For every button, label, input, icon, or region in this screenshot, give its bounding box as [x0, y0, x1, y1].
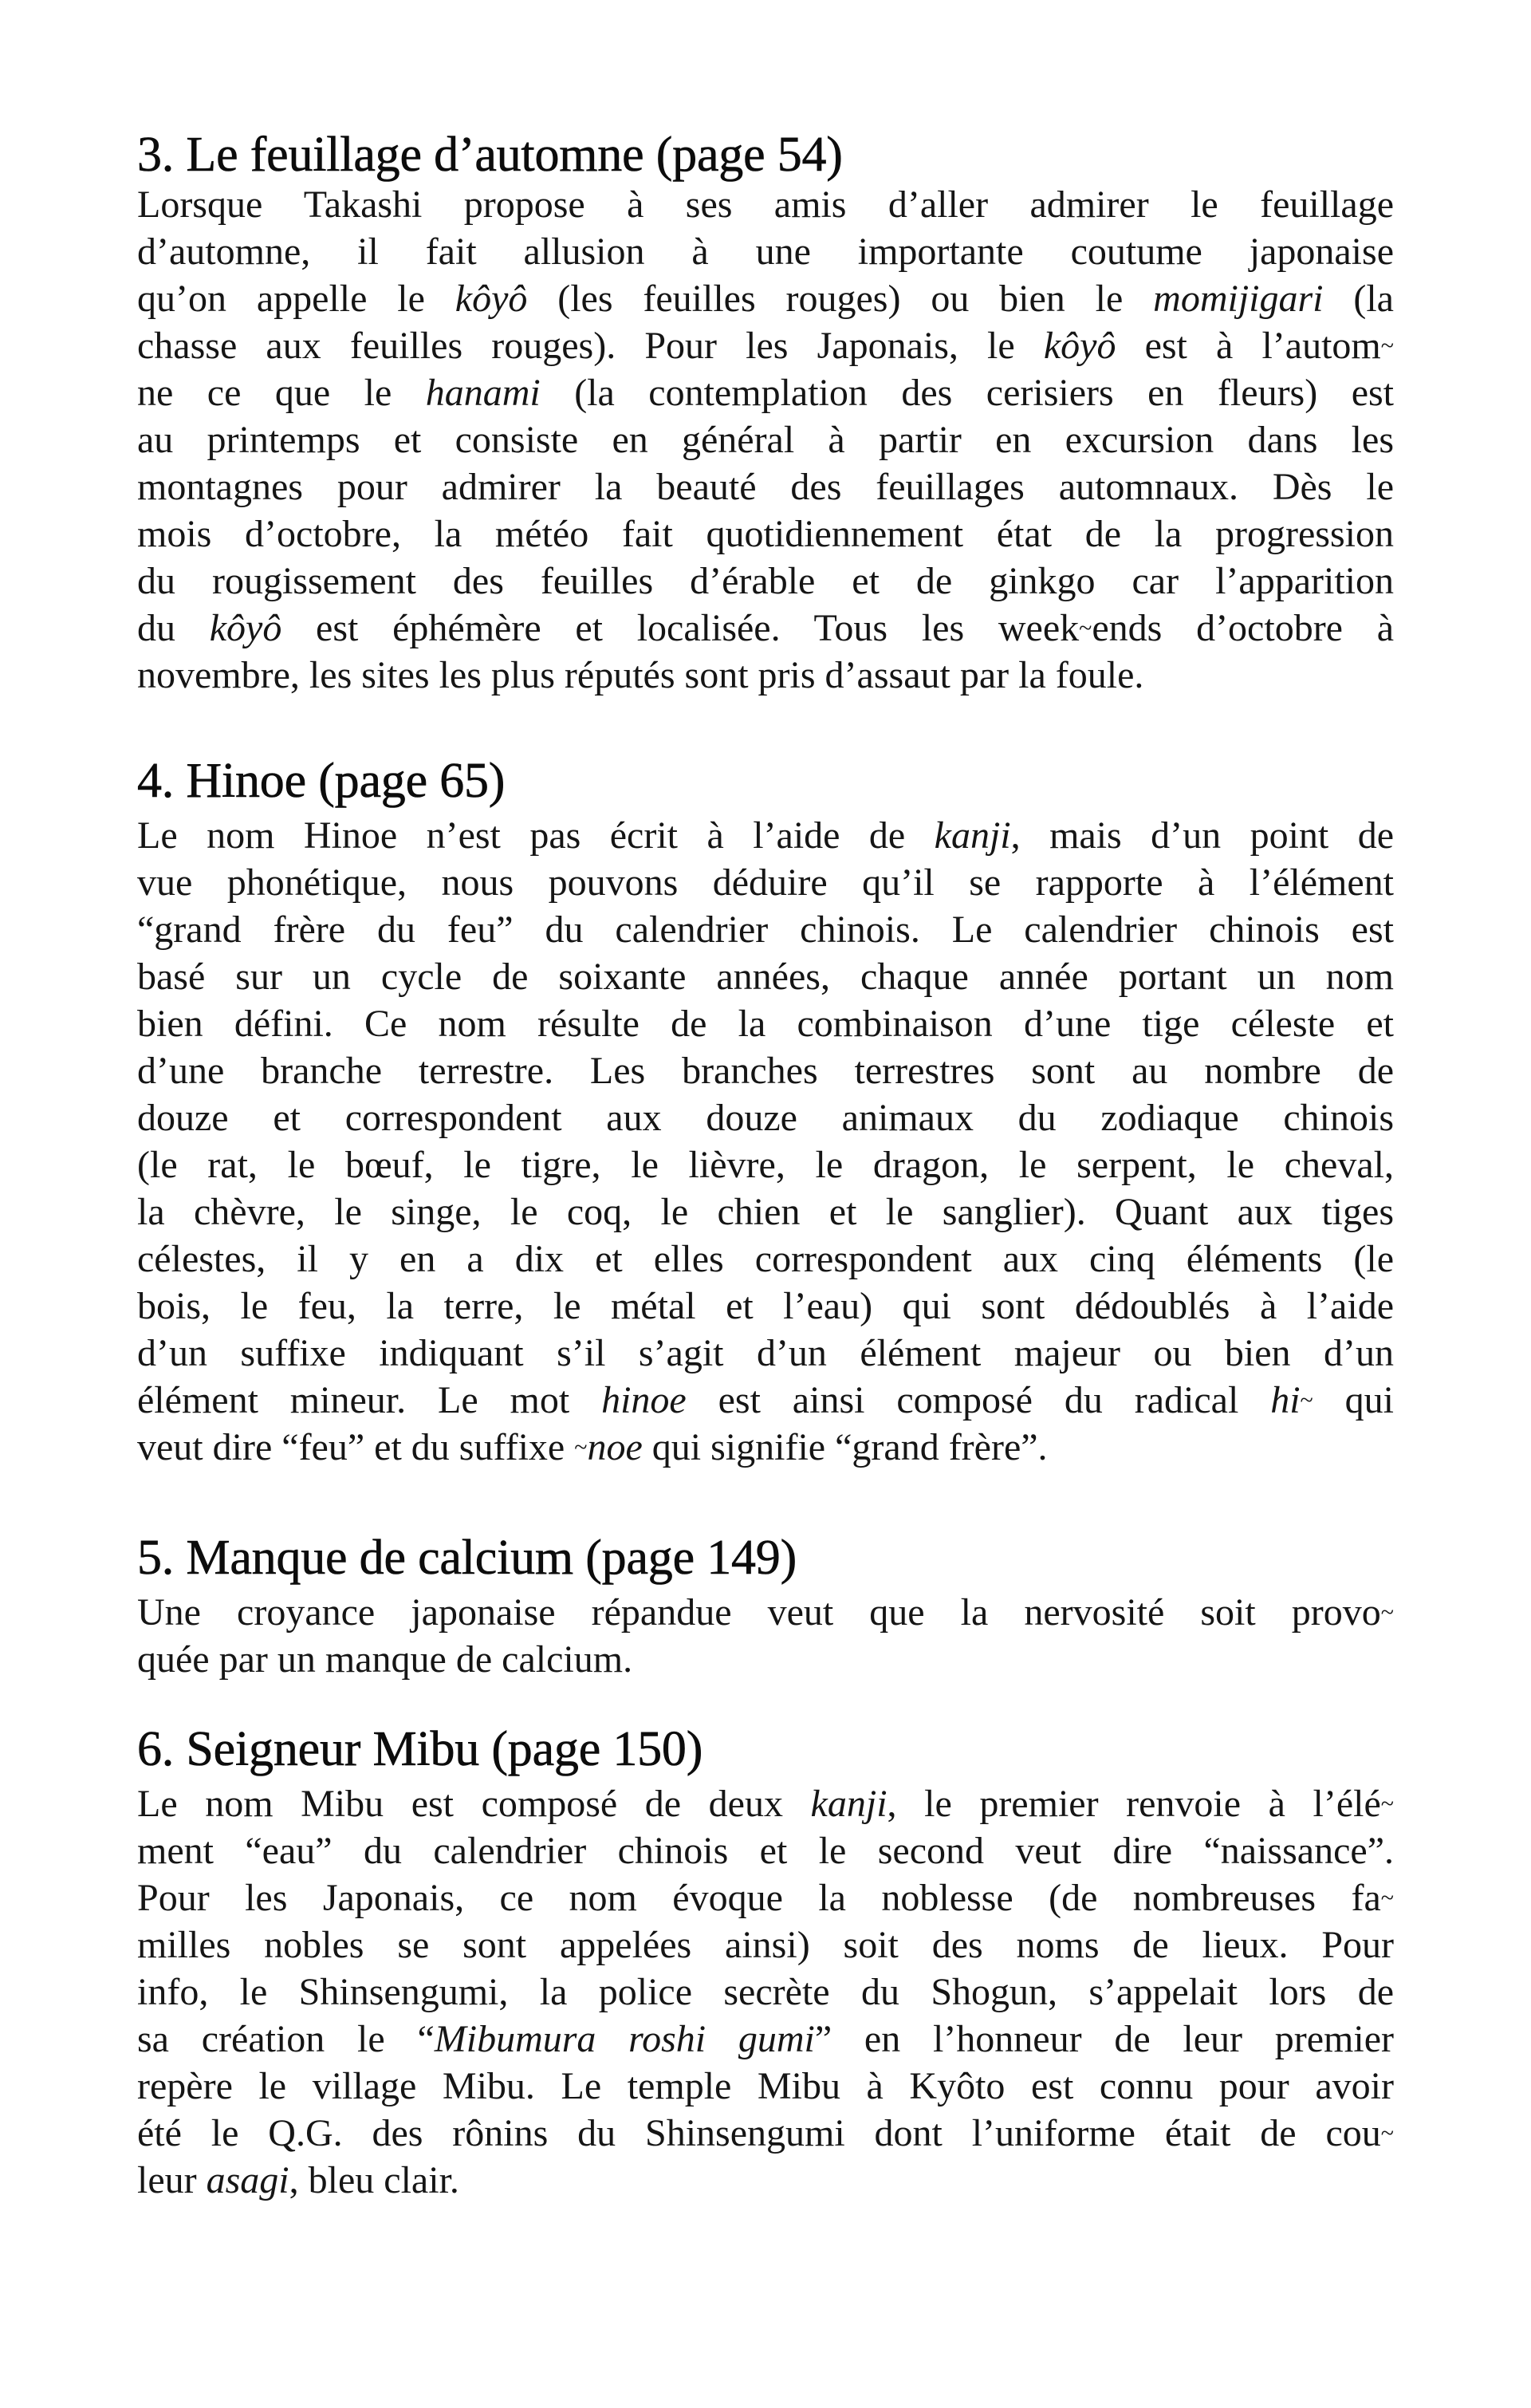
- text-run: leur: [137, 2159, 207, 2201]
- text-run: montagnes pour admirer la beauté des feuillages automnaux. Dès le: [137, 466, 1394, 508]
- text-run: (la contemplation des cerisiers en fleurs) est: [540, 372, 1395, 414]
- text-line: [137, 1236, 1394, 1283]
- text-run: novembre, les sites les plus réputés sont pris d’assaut par la foule.: [137, 654, 1144, 696]
- text-run: (le rat, le bœuf, le tigre, le lièvre, le dragon, le serpent, le cheval,: [137, 1144, 1394, 1186]
- text-line: [137, 1141, 1394, 1188]
- italic-term: kôyô: [209, 607, 282, 649]
- text-line: [137, 1589, 1394, 1636]
- text-run: info, le Shinsengumi, la police secrète du Shogun, s’appelait lors de: [137, 1971, 1394, 2013]
- text-run: d’une branche terrestre. Les branches terrestres sont au nombre de: [137, 1050, 1394, 1092]
- text-line: [137, 1094, 1394, 1141]
- italic-term: kanji: [934, 814, 1011, 857]
- text-run: célestes, il y en a dix et elles correspondent aux cinq éléments (le: [137, 1238, 1394, 1280]
- section-heading: 6. Seigneur Mibu (page 150): [137, 1722, 703, 1776]
- text-run: du rougissement des feuilles d’érable et de ginkgo car l’apparition: [137, 560, 1394, 602]
- text-line: [137, 906, 1394, 953]
- text-run: chasse aux feuilles rouges). Pour les Japonais, le: [137, 325, 1044, 367]
- text-run: bois, le feu, la terre, le métal et l’eau) qui sont dédoublés à l’aide: [137, 1285, 1394, 1327]
- text-run: repère le village Mibu. Le temple Mibu à Kyôto est connu pour avoir: [137, 2065, 1394, 2107]
- text-line: [137, 275, 1394, 322]
- italic-term: kôyô: [455, 278, 528, 320]
- text-run: Pour les Japonais, ce nom évoque la noblesse (de nombreuses fa: [137, 1877, 1381, 1919]
- text-run: bien défini. Ce nom résulte de la combinaison d’une tige céleste et: [137, 1003, 1394, 1045]
- text-run: Le nom Hinoe n’est pas écrit à l’aide de: [137, 814, 935, 857]
- text-run: été le Q.G. des rônins du Shinsengumi dont l’uniforme était de cou: [137, 2112, 1381, 2154]
- text-run: est ainsi composé du radical: [686, 1379, 1271, 1421]
- text-run: (les feuilles rouges) ou bien le: [527, 278, 1154, 320]
- hyphen-mark: ~: [1380, 1885, 1394, 1911]
- text-run: d’un suffixe indiquant s’il s’agit d’un élément majeur ou bien d’un: [137, 1332, 1394, 1374]
- text-run: ment “eau” du calendrier chinois et le second veut dire “naissance”.: [137, 1830, 1394, 1872]
- text-line: [137, 1636, 1394, 1683]
- text-line: [137, 463, 1394, 510]
- text-line: [137, 1921, 1394, 1969]
- text-line: [137, 2157, 1394, 2204]
- text-run: mois d’octobre, la météo fait quotidiennement état de la progression: [137, 513, 1394, 555]
- text-run: quée par un manque de calcium.: [137, 1638, 633, 1681]
- text-run: qu’on appelle le: [137, 278, 455, 320]
- text-run: (la: [1323, 278, 1394, 320]
- section-heading: 4. Hinoe (page 65): [137, 754, 506, 808]
- italic-term: hinoe: [601, 1379, 687, 1421]
- hyphen-mark: ~: [1079, 615, 1092, 641]
- text-run: du: [137, 607, 210, 649]
- text-line: [137, 510, 1394, 558]
- italic-term: kôyô: [1043, 325, 1116, 367]
- text-line: [137, 1047, 1394, 1094]
- italic-term: hi: [1270, 1379, 1301, 1421]
- text-run: ends d’octobre à: [1092, 607, 1395, 649]
- text-line: [137, 1188, 1394, 1236]
- section-heading: 5. Manque de calcium (page 149): [137, 1531, 797, 1585]
- italic-term: noe: [587, 1426, 643, 1468]
- text-line: [137, 1330, 1394, 1377]
- text-run: Une croyance japonaise répandue veut que la nervosité soit provo: [137, 1591, 1381, 1634]
- text-run: est à l’autom: [1116, 325, 1381, 367]
- text-line: [137, 1874, 1394, 1921]
- text-line: [137, 1827, 1394, 1874]
- hyphen-mark: ~: [1300, 1387, 1313, 1413]
- text-line: [137, 953, 1394, 1000]
- section-heading: 3. Le feuillage d’automne (page 54): [137, 128, 843, 182]
- text-run: au printemps et consiste en général à partir en excursion dans les: [137, 419, 1394, 461]
- text-line: [137, 605, 1394, 652]
- text-line: [137, 2016, 1394, 2063]
- text-run: vue phonétique, nous pouvons déduire qu’il se rapporte à l’élément: [137, 861, 1394, 904]
- text-run: Lorsque Takashi propose à ses amis d’aller admirer le feuillage: [137, 183, 1394, 226]
- text-run: d’automne, il fait allusion à une importante coutume japonaise: [137, 231, 1394, 273]
- hyphen-mark: ~: [574, 1434, 588, 1460]
- text-run: , bleu clair.: [289, 2159, 459, 2201]
- text-line: [137, 1283, 1394, 1330]
- hyphen-mark: ~: [1380, 333, 1394, 359]
- hyphen-mark: ~: [1380, 1599, 1394, 1626]
- text-run: ne ce que le: [137, 372, 426, 414]
- text-line: [137, 1780, 1394, 1827]
- italic-term: momijigari: [1153, 278, 1324, 320]
- text-run: douze et correspondent aux douze animaux du zodiaque chinois: [137, 1097, 1394, 1139]
- text-line: [137, 1969, 1394, 2016]
- italic-term: kanji: [810, 1783, 888, 1825]
- text-line: [137, 2063, 1394, 2110]
- text-line: [137, 228, 1394, 275]
- text-run: la chèvre, le singe, le coq, le chien et le sanglier). Quant aux tiges: [137, 1191, 1394, 1233]
- text-run: basé sur un cycle de soixante années, chaque année portant un nom: [137, 956, 1394, 998]
- italic-term: hanami: [425, 372, 541, 414]
- italic-term: Mibumura roshi gumi: [434, 2018, 815, 2060]
- text-run: ” en l’honneur de leur premier: [814, 2018, 1395, 2060]
- text-line: [137, 812, 1394, 859]
- text-line: [137, 416, 1394, 463]
- text-run: qui: [1313, 1379, 1395, 1421]
- text-line: [137, 322, 1394, 369]
- text-line: [137, 181, 1394, 228]
- text-run: veut dire “feu” et du suffixe: [137, 1426, 575, 1468]
- text-line: [137, 2110, 1394, 2157]
- text-line: [137, 558, 1394, 605]
- hyphen-mark: ~: [1380, 1791, 1395, 1817]
- text-run: milles nobles se sont appelées ainsi) soit des noms de lieux. Pour: [137, 1924, 1394, 1966]
- text-line: [137, 859, 1394, 906]
- text-line: [137, 1424, 1394, 1471]
- text-run: élément mineur. Le mot: [137, 1379, 602, 1421]
- text-line: [137, 1000, 1394, 1047]
- text-line: [137, 1377, 1394, 1424]
- italic-term: asagi: [206, 2159, 289, 2201]
- text-line: [137, 369, 1394, 416]
- text-run: , le premier renvoie à l’élé: [887, 1783, 1381, 1825]
- text-run: Le nom Mibu est composé de deux: [137, 1783, 811, 1825]
- text-run: est éphémère et localisée. Tous les week: [281, 607, 1080, 649]
- text-run: “grand frère du feu” du calendrier chinois. Le calendrier chinois est: [137, 908, 1394, 951]
- hyphen-mark: ~: [1380, 2120, 1394, 2146]
- text-run: qui signifie “grand frère”.: [642, 1426, 1048, 1468]
- text-line: [137, 652, 1394, 699]
- text-run: sa création le “: [137, 2018, 435, 2060]
- text-run: , mais d’un point de: [1010, 814, 1394, 857]
